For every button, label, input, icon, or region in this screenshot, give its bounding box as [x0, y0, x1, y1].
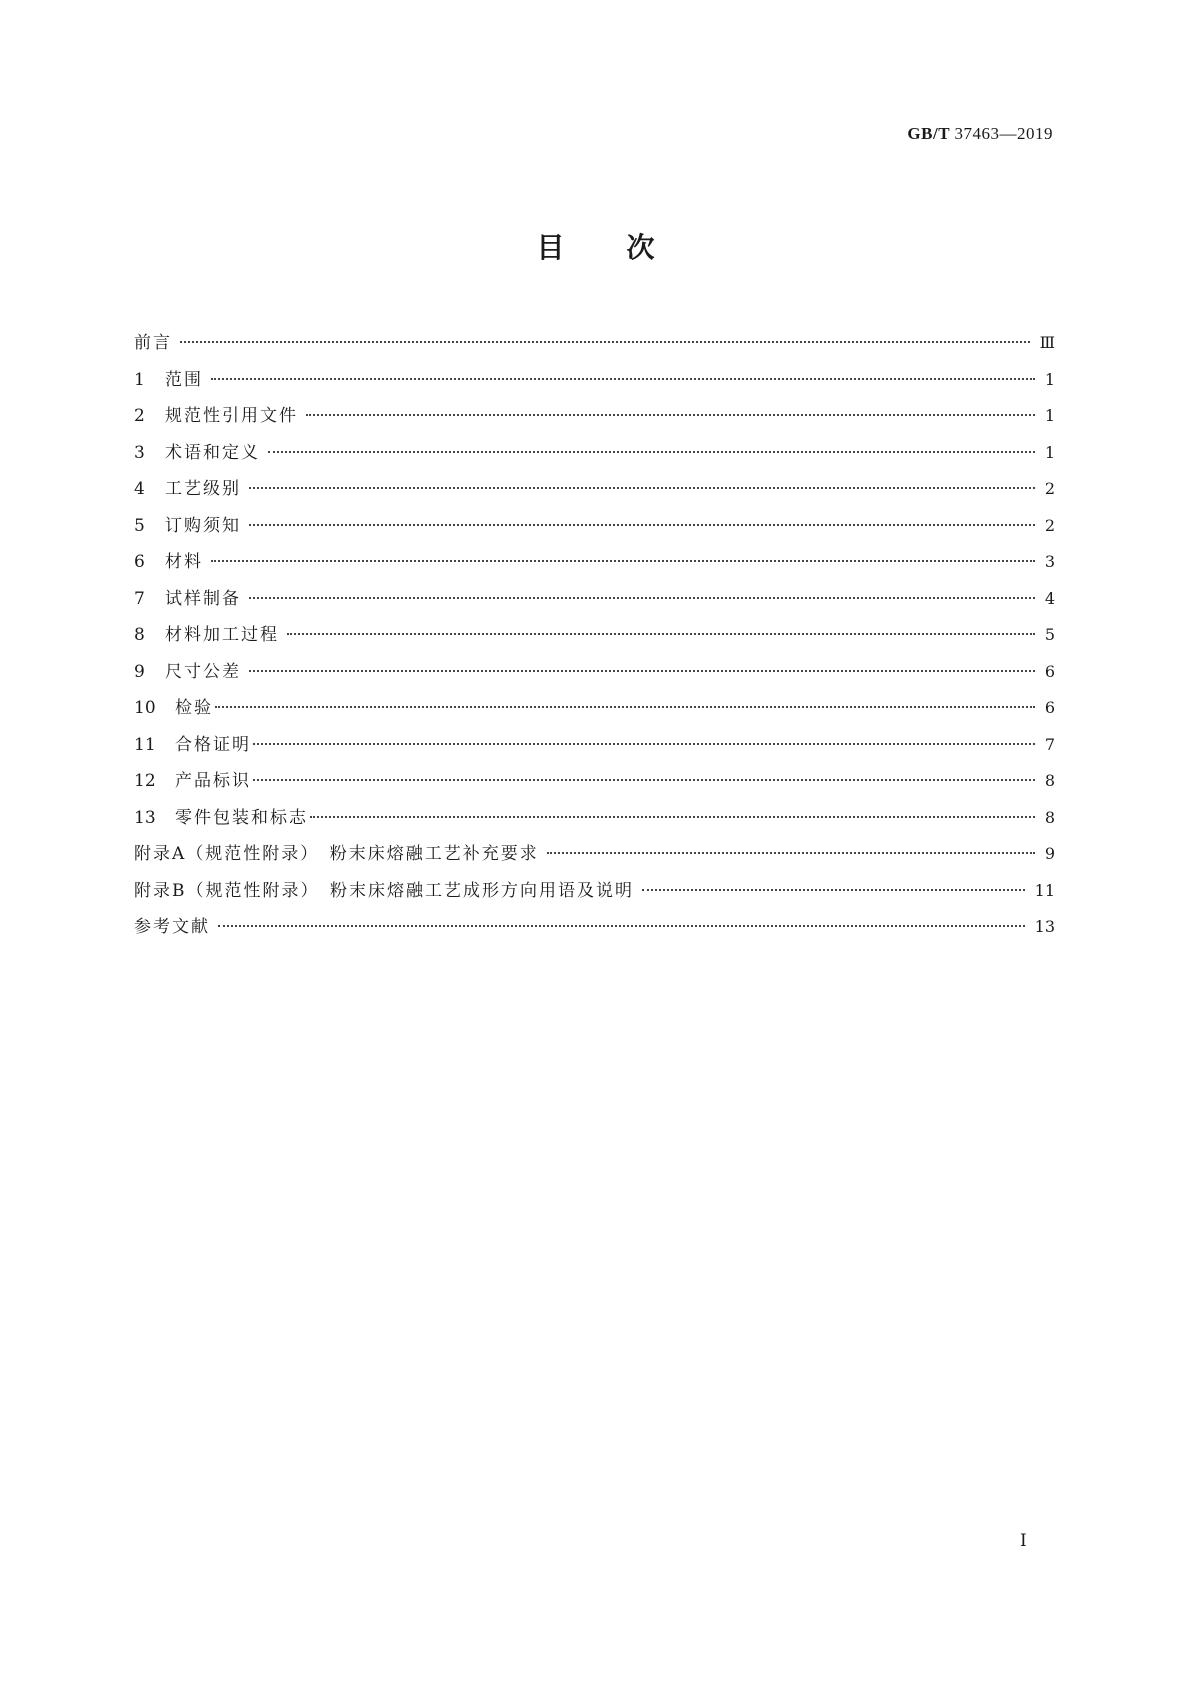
- toc-entry-label: 检验: [175, 698, 213, 718]
- toc-entry-label: 订购须知: [165, 515, 241, 536]
- toc-entry-page: 4: [1044, 588, 1055, 608]
- toc-dot-leader: [249, 486, 1035, 489]
- toc-entry-references[interactable]: [134, 912, 1055, 949]
- toc-entry-label: 工艺级别: [165, 479, 241, 499]
- toc-entry-label: 合格证明: [175, 734, 251, 755]
- toc-entry-label: 附录A（规范性附录） 粉末床熔融工艺补充要求: [134, 844, 539, 864]
- toc-entry-number: 5: [134, 515, 145, 536]
- toc-entry-page: 6: [1044, 661, 1055, 681]
- toc-entry-page: 5: [1044, 625, 1055, 644]
- document-code-prefix: GB/T: [907, 124, 950, 143]
- toc-entry-label: 材料加工过程: [165, 625, 279, 645]
- toc-dot-leader: [211, 559, 1035, 562]
- toc-entry-page: 1: [1044, 406, 1055, 425]
- toc-dot-leader: [253, 742, 1035, 745]
- toc-dot-leader: [253, 778, 1035, 781]
- toc-entry-11[interactable]: [134, 730, 1055, 767]
- toc-entry-7[interactable]: [134, 584, 1055, 621]
- toc-dot-leader: [180, 340, 1030, 343]
- toc-entry-page: 8: [1044, 771, 1055, 790]
- toc-entry-page: 1: [1044, 369, 1055, 389]
- toc-entry-1[interactable]: [134, 365, 1055, 402]
- toc-dot-leader: [287, 632, 1035, 635]
- toc-dot-leader: [547, 851, 1035, 854]
- toc-entry-page: 6: [1044, 698, 1055, 717]
- toc-entry-page: Ⅲ: [1039, 333, 1055, 352]
- toc-entry-page: 2: [1044, 515, 1055, 535]
- toc-dot-leader: [211, 377, 1035, 380]
- toc-entry-number: 2: [134, 406, 145, 426]
- toc-dot-leader: [268, 450, 1035, 453]
- document-code: [907, 124, 1053, 144]
- toc-entry-label: 材料: [165, 552, 203, 572]
- toc-entry-number: 4: [134, 479, 145, 499]
- toc-entry-page: 11: [1034, 880, 1055, 900]
- toc-entry-number: 3: [134, 442, 145, 463]
- toc-entry-page: 8: [1044, 807, 1055, 827]
- toc-entry-number: 7: [134, 588, 145, 609]
- toc-entry-page: 2: [1044, 479, 1055, 498]
- toc-entry-label: 术语和定义: [165, 442, 260, 463]
- toc-entry-3[interactable]: [134, 438, 1055, 475]
- toc-entry-number: 1: [134, 369, 145, 390]
- toc-entry-label: 参考文献: [134, 917, 210, 937]
- toc-title: 目次: [536, 231, 717, 264]
- toc-entry-number: 10: [134, 698, 156, 718]
- toc-entry-12[interactable]: [134, 766, 1055, 803]
- toc-dot-leader: [218, 924, 1025, 927]
- toc-dot-leader: [642, 888, 1025, 891]
- toc-dot-leader: [249, 596, 1035, 599]
- page-number: Ⅰ: [1020, 1531, 1027, 1551]
- toc-entry-page: 9: [1044, 844, 1055, 863]
- toc-entry-number: 8: [134, 625, 145, 645]
- toc-entry-label: 试样制备: [165, 588, 241, 609]
- toc-entry-appendix-a[interactable]: [134, 839, 1055, 876]
- toc-entry-2[interactable]: [134, 401, 1055, 438]
- toc-entry-8[interactable]: [134, 620, 1055, 657]
- toc-entry-foreword[interactable]: [134, 328, 1055, 365]
- toc-entry-label: 产品标识: [175, 771, 251, 791]
- document-code-number: 37463—2019: [954, 124, 1053, 143]
- toc-entry-label: 零件包装和标志: [175, 807, 308, 828]
- toc-entry-10[interactable]: [134, 693, 1055, 730]
- toc-entry-6[interactable]: [134, 547, 1055, 584]
- toc-entry-page: 7: [1044, 734, 1055, 754]
- toc-entry-number: 9: [134, 661, 145, 682]
- toc-dot-leader: [249, 523, 1035, 526]
- toc-dot-leader: [249, 669, 1035, 672]
- toc-entry-page: 3: [1044, 552, 1055, 571]
- table-of-contents: [134, 328, 1055, 949]
- toc-entry-number: 6: [134, 552, 145, 572]
- toc-dot-leader: [215, 705, 1035, 708]
- toc-entry-label: 规范性引用文件: [165, 406, 298, 426]
- toc-entry-number: 13: [134, 807, 156, 828]
- toc-entry-4[interactable]: [134, 474, 1055, 511]
- toc-dot-leader: [310, 815, 1035, 818]
- toc-entry-page: 13: [1034, 917, 1055, 936]
- toc-entry-appendix-b[interactable]: [134, 876, 1055, 913]
- toc-entry-label: 尺寸公差: [165, 661, 241, 682]
- toc-dot-leader: [306, 413, 1035, 416]
- toc-entry-label: 范围: [165, 369, 203, 390]
- toc-entry-5[interactable]: [134, 511, 1055, 548]
- toc-entry-9[interactable]: [134, 657, 1055, 694]
- toc-entry-number: 11: [134, 734, 156, 755]
- toc-entry-label: 附录B（规范性附录） 粉末床熔融工艺成形方向用语及说明: [134, 880, 634, 901]
- toc-entry-label: 前言: [134, 333, 172, 353]
- toc-entry-number: 12: [134, 771, 156, 791]
- toc-entry-13[interactable]: [134, 803, 1055, 840]
- toc-entry-page: 1: [1044, 442, 1055, 462]
